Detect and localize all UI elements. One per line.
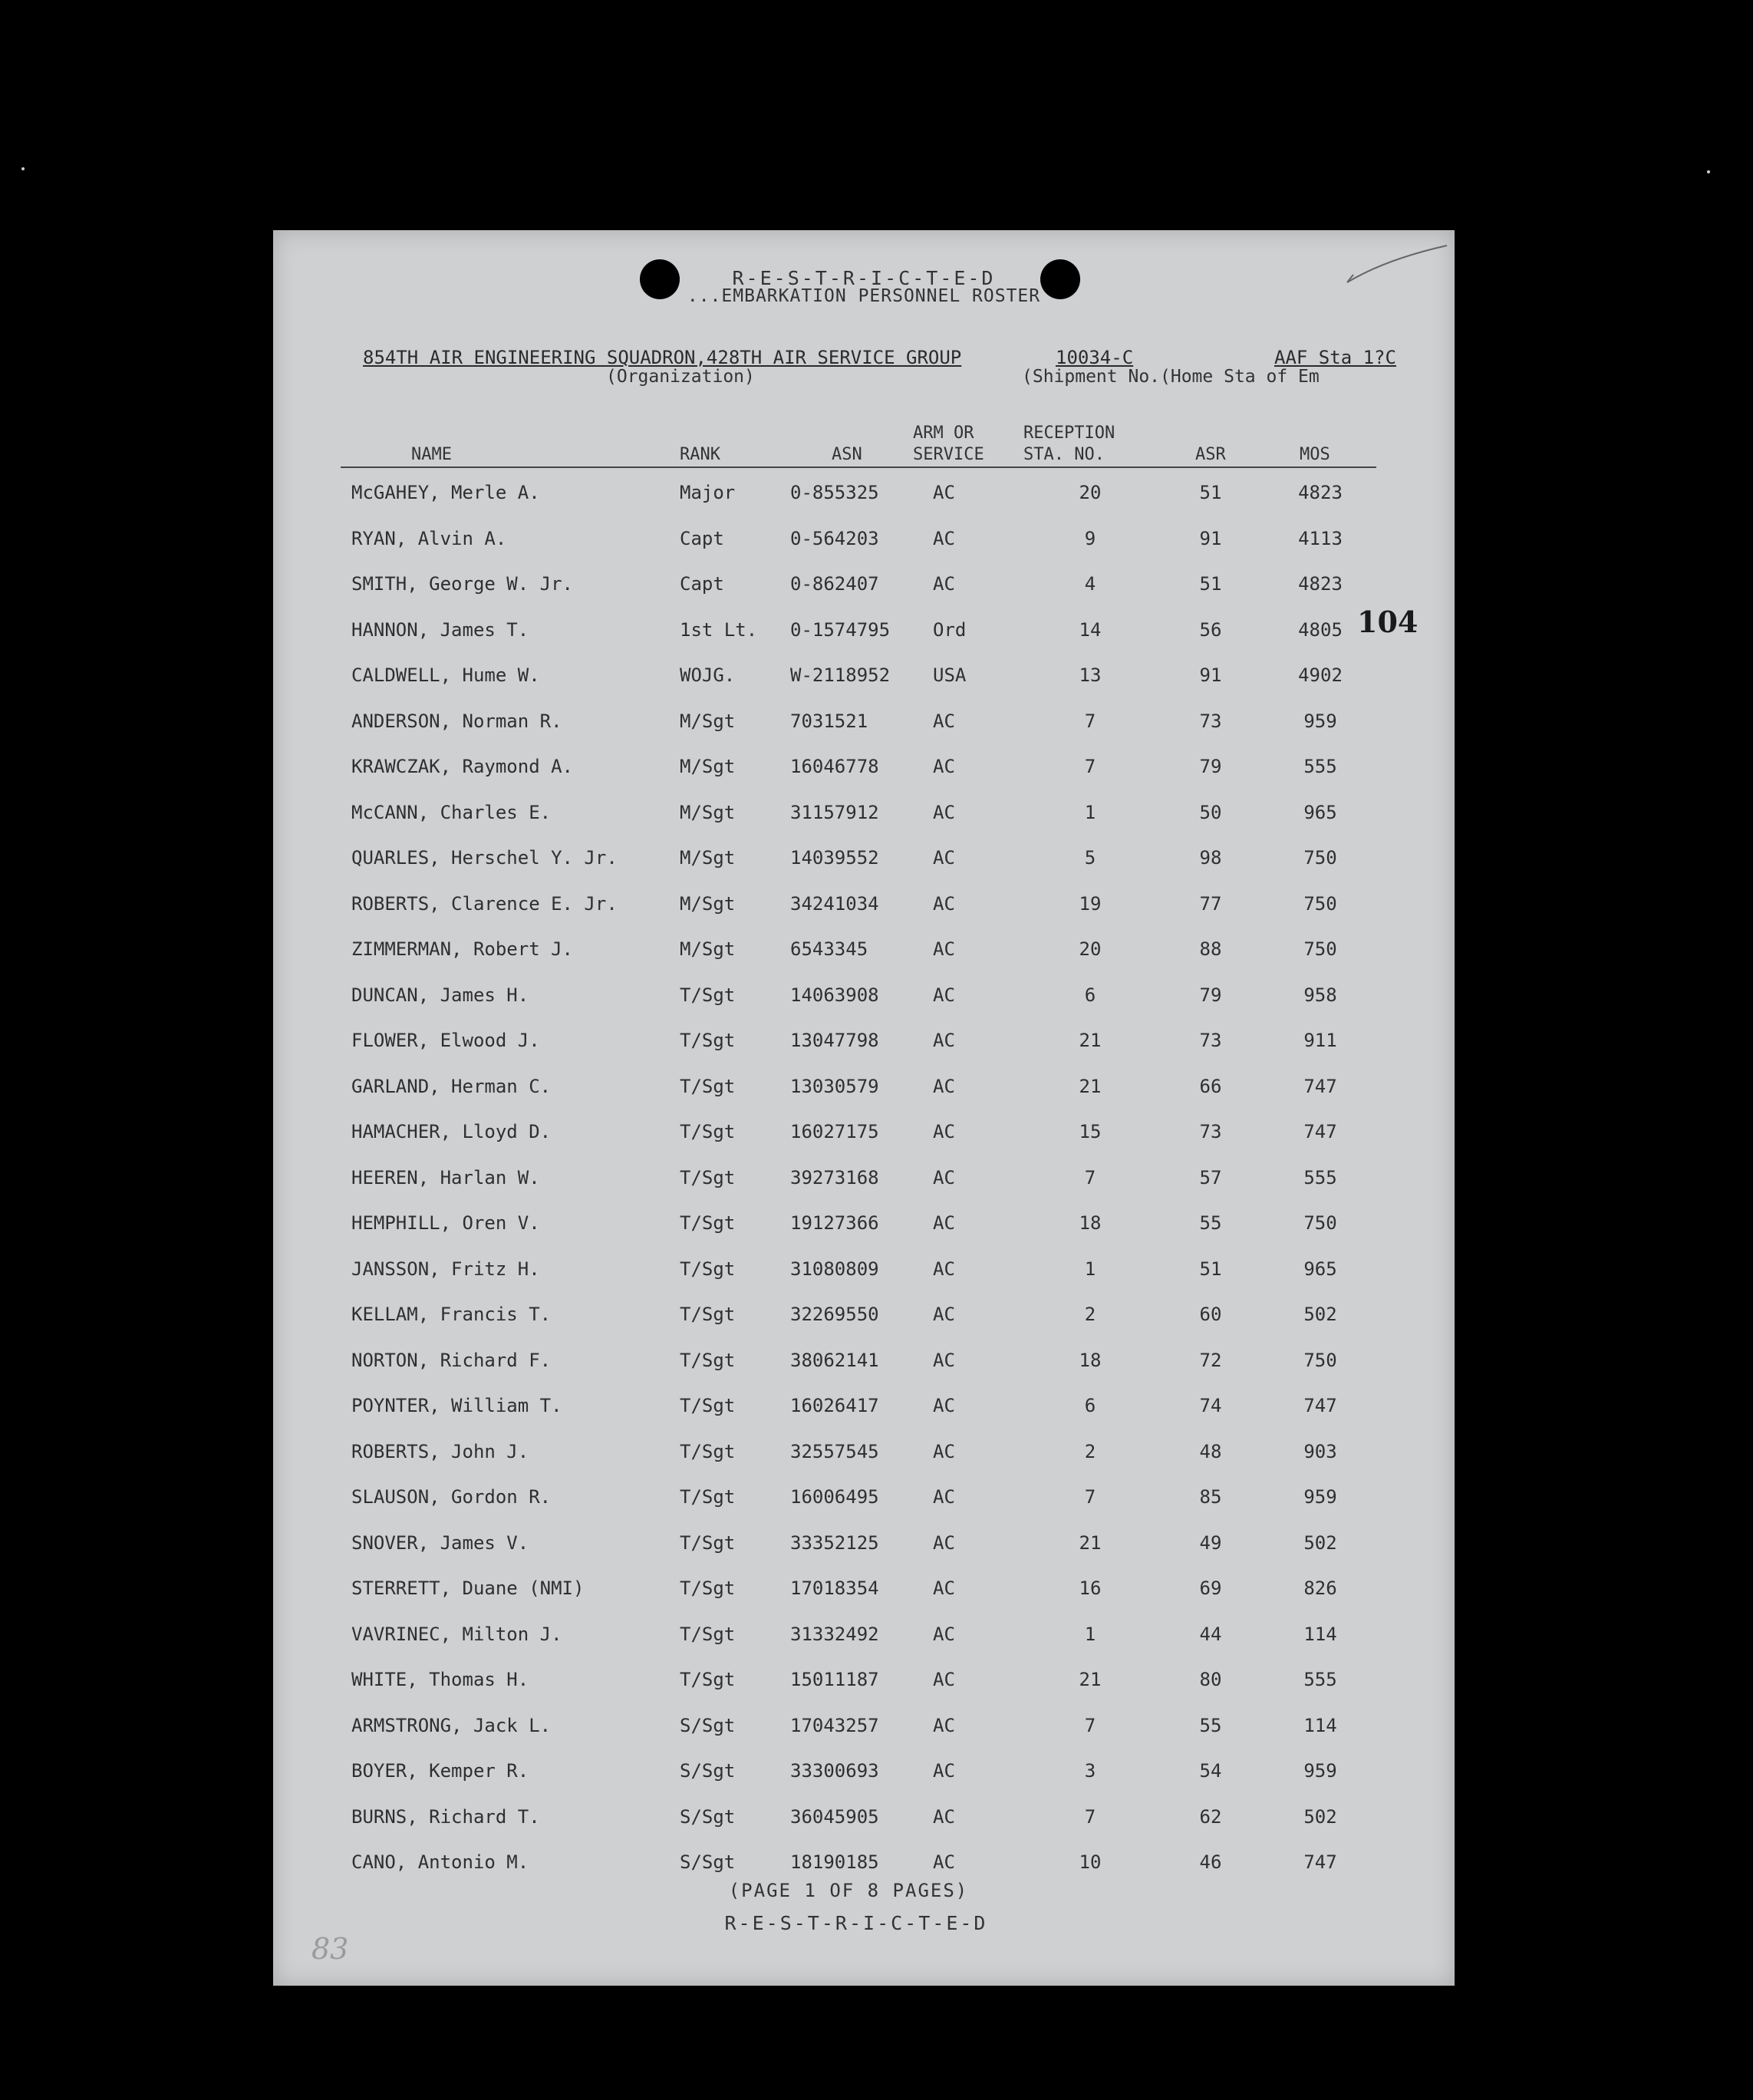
- cell-name: ROBERTS, John J.: [351, 1440, 529, 1462]
- cell-arm: Ord: [933, 618, 967, 641]
- table-row: [273, 1294, 1455, 1340]
- cell-mos: 750: [1303, 1349, 1337, 1371]
- cell-asn: 14039552: [790, 847, 879, 869]
- cell-mos: 747: [1303, 1121, 1337, 1142]
- cell-rank: T/Sgt: [680, 1577, 736, 1599]
- cell-mos: 965: [1303, 1258, 1337, 1280]
- cell-sta: 6: [1084, 1395, 1096, 1416]
- cell-sta: 10: [1079, 1851, 1102, 1873]
- table-row: [273, 1568, 1455, 1614]
- cell-asn: 36045905: [790, 1805, 879, 1828]
- cell-name: KRAWCZAK, Raymond A.: [351, 756, 573, 777]
- cell-asr: 79: [1199, 984, 1222, 1006]
- table-row: [273, 1386, 1455, 1432]
- cell-arm: AC: [933, 1531, 955, 1554]
- cell-mos: 826: [1303, 1577, 1337, 1599]
- cell-arm: AC: [933, 1577, 955, 1599]
- cell-mos: 750: [1303, 892, 1337, 915]
- cell-rank: T/Sgt: [680, 1395, 736, 1416]
- cell-sta: 6: [1084, 984, 1096, 1006]
- cell-arm: AC: [933, 1349, 955, 1371]
- table-row: [273, 519, 1455, 565]
- cell-sta: 15: [1079, 1121, 1102, 1142]
- cell-asn: 13030579: [790, 1075, 879, 1097]
- cell-arm: AC: [933, 1486, 955, 1508]
- cell-asr: 77: [1199, 892, 1222, 915]
- cell-mos: 502: [1303, 1531, 1337, 1554]
- table-row: [273, 1112, 1455, 1158]
- cell-mos: 747: [1303, 1851, 1337, 1873]
- cell-sta: 7: [1084, 1486, 1096, 1508]
- cell-asn: 18190185: [790, 1851, 879, 1873]
- cell-asr: 98: [1199, 847, 1222, 869]
- table-row: [273, 610, 1455, 656]
- cell-asr: 54: [1199, 1760, 1222, 1782]
- cell-rank: 1st Lt.: [680, 618, 758, 641]
- cell-mos: 4902: [1298, 664, 1343, 686]
- cell-arm: AC: [933, 1166, 955, 1188]
- cell-asn: 31332492: [790, 1623, 879, 1645]
- table-row: [273, 1797, 1455, 1843]
- cell-rank: T/Sgt: [680, 1030, 736, 1051]
- cell-rank: T/Sgt: [680, 1486, 736, 1508]
- cell-asn: 6543345: [790, 938, 868, 960]
- page-count: (PAGE 1 OF 8 PAGES): [728, 1880, 969, 1901]
- cell-rank: T/Sgt: [680, 1258, 736, 1280]
- cell-asn: 7031521: [790, 710, 868, 732]
- cell-arm: AC: [933, 801, 955, 823]
- stamped-page-number: 104: [1357, 605, 1419, 639]
- cell-arm: AC: [933, 1669, 955, 1690]
- cell-name: McGAHEY, Merle A.: [351, 482, 540, 503]
- cell-sta: 1: [1084, 1623, 1096, 1645]
- cell-rank: T/Sgt: [680, 1212, 736, 1234]
- cell-mos: 911: [1303, 1030, 1337, 1051]
- cell-rank: Capt: [680, 573, 724, 595]
- cell-asr: 85: [1199, 1486, 1222, 1508]
- cell-sta: 21: [1079, 1669, 1102, 1690]
- cell-rank: T/Sgt: [680, 1669, 736, 1690]
- table-row: [273, 1066, 1455, 1113]
- cell-asr: 74: [1199, 1395, 1222, 1416]
- cell-arm: AC: [933, 573, 955, 595]
- organization-caption: (Organization): [606, 367, 755, 387]
- column-header-sta-line1: RECEPTION: [1023, 424, 1115, 443]
- cell-mos: 502: [1303, 1304, 1337, 1325]
- organization-name: 854TH AIR ENGINEERING SQUADRON,428TH AIR SERVICE GROUP: [363, 347, 962, 368]
- cell-asr: 79: [1199, 756, 1222, 777]
- cell-sta: 7: [1084, 1166, 1096, 1188]
- table-row: [273, 747, 1455, 793]
- cell-mos: 555: [1303, 1669, 1337, 1690]
- cell-asr: 80: [1199, 1669, 1222, 1690]
- cell-arm: AC: [933, 1623, 955, 1645]
- cell-sta: 20: [1079, 938, 1102, 960]
- table-row: [273, 564, 1455, 610]
- table-row: [273, 884, 1455, 930]
- table-row: [273, 1614, 1455, 1660]
- cell-mos: 750: [1303, 847, 1337, 869]
- cell-name: HANNON, James T.: [351, 618, 529, 641]
- table-row: [273, 1432, 1455, 1478]
- table-row: [273, 1660, 1455, 1706]
- cell-name: WHITE, Thomas H.: [351, 1669, 529, 1690]
- cell-sta: 21: [1079, 1531, 1102, 1554]
- shipment-number: 10034-C: [1056, 347, 1134, 368]
- cell-asn: 0-1574795: [790, 618, 891, 641]
- cell-asn: 16006495: [790, 1486, 879, 1508]
- cell-asr: 44: [1199, 1623, 1222, 1645]
- cell-mos: 747: [1303, 1075, 1337, 1097]
- cell-sta: 19: [1079, 892, 1102, 915]
- cell-asr: 57: [1199, 1166, 1222, 1188]
- cell-sta: 1: [1084, 801, 1096, 823]
- cell-asn: 19127366: [790, 1212, 879, 1234]
- cell-arm: AC: [933, 1760, 955, 1782]
- roster-page: [273, 230, 1455, 1986]
- column-header-name: NAME: [411, 445, 452, 464]
- cell-rank: S/Sgt: [680, 1760, 736, 1782]
- column-header-arm-line2: SERVICE: [913, 445, 984, 464]
- cell-sta: 21: [1079, 1030, 1102, 1051]
- cell-rank: M/Sgt: [680, 938, 736, 960]
- cell-rank: T/Sgt: [680, 1623, 736, 1645]
- cell-rank: T/Sgt: [680, 1075, 736, 1097]
- column-header-asn: ASN: [832, 445, 862, 464]
- cell-name: SLAUSON, Gordon R.: [351, 1486, 552, 1508]
- table-row: [273, 1340, 1455, 1386]
- column-header-sta-line2: STA. NO.: [1023, 445, 1105, 464]
- cell-name: ANDERSON, Norman R.: [351, 710, 562, 732]
- column-header-rank: RANK: [680, 445, 720, 464]
- cell-sta: 14: [1079, 618, 1102, 641]
- cell-arm: AC: [933, 847, 955, 869]
- cell-name: DUNCAN, James H.: [351, 984, 529, 1006]
- cell-asn: 38062141: [790, 1349, 879, 1371]
- cell-arm: AC: [933, 710, 955, 732]
- cell-asr: 73: [1199, 1121, 1222, 1142]
- cell-name: RYAN, Alvin A.: [351, 527, 507, 549]
- table-row: [273, 793, 1455, 839]
- cell-name: CANO, Antonio M.: [351, 1851, 529, 1873]
- cell-rank: S/Sgt: [680, 1805, 736, 1828]
- cell-asr: 48: [1199, 1440, 1222, 1462]
- roster-title: ...EMBARKATION PERSONNEL ROSTER: [687, 286, 1041, 306]
- cell-asn: 33300693: [790, 1760, 879, 1782]
- cell-arm: AC: [933, 1121, 955, 1142]
- cell-arm: AC: [933, 1304, 955, 1325]
- cell-arm: AC: [933, 756, 955, 777]
- cell-sta: 18: [1079, 1349, 1102, 1371]
- cell-sta: 3: [1084, 1760, 1096, 1782]
- cell-rank: T/Sgt: [680, 1304, 736, 1325]
- table-row: [273, 655, 1455, 701]
- cell-name: POYNTER, William T.: [351, 1395, 562, 1416]
- table-row: [273, 1249, 1455, 1295]
- cell-arm: USA: [933, 664, 967, 686]
- cell-mos: 114: [1303, 1623, 1337, 1645]
- cell-asr: 51: [1199, 482, 1222, 503]
- cell-rank: T/Sgt: [680, 1121, 736, 1142]
- cell-mos: 750: [1303, 1212, 1337, 1234]
- table-row: [273, 838, 1455, 884]
- cell-arm: AC: [933, 1075, 955, 1097]
- cell-sta: 20: [1079, 482, 1102, 503]
- cell-name: BURNS, Richard T.: [351, 1805, 540, 1828]
- cell-asr: 49: [1199, 1531, 1222, 1554]
- cell-asn: 16027175: [790, 1121, 879, 1142]
- table-row: [273, 1158, 1455, 1204]
- cell-asn: W-2118952: [790, 664, 891, 686]
- cell-asn: 15011187: [790, 1669, 879, 1690]
- cell-rank: S/Sgt: [680, 1714, 736, 1736]
- cell-sta: 2: [1084, 1304, 1096, 1325]
- cell-rank: Capt: [680, 527, 724, 549]
- cell-asn: 33352125: [790, 1531, 879, 1554]
- cell-asr: 73: [1199, 710, 1222, 732]
- cell-rank: T/Sgt: [680, 1349, 736, 1371]
- cell-asn: 0-564203: [790, 527, 879, 549]
- scan-speck: [1707, 170, 1710, 173]
- restricted-header: [273, 267, 1455, 306]
- table-row: [273, 1477, 1455, 1523]
- table-row: [273, 1020, 1455, 1066]
- cell-arm: AC: [933, 1030, 955, 1051]
- cell-name: GARLAND, Herman C.: [351, 1075, 552, 1097]
- cell-sta: 21: [1079, 1075, 1102, 1097]
- cell-mos: 4823: [1298, 573, 1343, 595]
- restricted-label-top: R-E-S-T-R-I-C-T-E-D: [732, 267, 996, 289]
- cell-name: ROBERTS, Clarence E. Jr.: [351, 892, 618, 915]
- cell-sta: 2: [1084, 1440, 1096, 1462]
- cell-rank: M/Sgt: [680, 756, 736, 777]
- cell-asr: 51: [1199, 573, 1222, 595]
- cell-name: ZIMMERMAN, Robert J.: [351, 938, 573, 960]
- cell-rank: T/Sgt: [680, 984, 736, 1006]
- cell-sta: 16: [1079, 1577, 1102, 1599]
- cell-rank: M/Sgt: [680, 847, 736, 869]
- cell-arm: AC: [933, 984, 955, 1006]
- pencil-note: 83: [311, 1932, 349, 1966]
- table-row: [273, 1751, 1455, 1797]
- table-row: [273, 929, 1455, 975]
- cell-sta: 7: [1084, 1805, 1096, 1828]
- cell-name: STERRETT, Duane (NMI): [351, 1577, 585, 1599]
- cell-mos: 959: [1303, 710, 1337, 732]
- cell-name: ARMSTRONG, Jack L.: [351, 1714, 552, 1736]
- cell-name: SMITH, George W. Jr.: [351, 573, 573, 595]
- cell-rank: S/Sgt: [680, 1851, 736, 1873]
- cell-asr: 69: [1199, 1577, 1222, 1599]
- cell-sta: 5: [1084, 847, 1096, 869]
- cell-asr: 72: [1199, 1349, 1222, 1371]
- cell-arm: AC: [933, 1440, 955, 1462]
- cell-mos: 750: [1303, 938, 1337, 960]
- cell-asn: 13047798: [790, 1030, 879, 1051]
- cell-sta: 7: [1084, 1714, 1096, 1736]
- cell-asr: 91: [1199, 664, 1222, 686]
- cell-mos: 965: [1303, 801, 1337, 823]
- cell-asr: 55: [1199, 1212, 1222, 1234]
- cell-name: HEMPHILL, Oren V.: [351, 1212, 540, 1234]
- cell-arm: AC: [933, 1714, 955, 1736]
- cell-arm: AC: [933, 1395, 955, 1416]
- table-row: [273, 1523, 1455, 1569]
- cell-name: McCANN, Charles E.: [351, 801, 552, 823]
- cell-sta: 4: [1084, 573, 1096, 595]
- cell-asn: 0-862407: [790, 573, 879, 595]
- restricted-label-bottom: R-E-S-T-R-I-C-T-E-D: [724, 1912, 988, 1934]
- cell-asr: 66: [1199, 1075, 1222, 1097]
- column-header-mos: MOS: [1300, 445, 1330, 464]
- cell-asr: 46: [1199, 1851, 1222, 1873]
- header-underline: [341, 466, 1376, 468]
- cell-mos: 555: [1303, 1166, 1337, 1188]
- cell-sta: 1: [1084, 1258, 1096, 1280]
- table-row: [273, 473, 1455, 519]
- cell-asn: 31157912: [790, 801, 879, 823]
- cell-mos: 959: [1303, 1486, 1337, 1508]
- cell-sta: 7: [1084, 756, 1096, 777]
- cell-mos: 4113: [1298, 527, 1343, 549]
- cell-mos: 4823: [1298, 482, 1343, 503]
- cell-asn: 16046778: [790, 756, 879, 777]
- cell-asr: 50: [1199, 801, 1222, 823]
- cell-rank: T/Sgt: [680, 1440, 736, 1462]
- scan-speck: [21, 167, 25, 170]
- cell-mos: 903: [1303, 1440, 1337, 1462]
- shipment-caption: (Shipment No.(Home Sta of Em: [1022, 367, 1320, 387]
- cell-asn: 17018354: [790, 1577, 879, 1599]
- cell-name: HAMACHER, Lloyd D.: [351, 1121, 552, 1142]
- cell-asr: 55: [1199, 1714, 1222, 1736]
- cell-name: SNOVER, James V.: [351, 1531, 529, 1554]
- cell-name: FLOWER, Elwood J.: [351, 1030, 540, 1051]
- cell-mos: 114: [1303, 1714, 1337, 1736]
- cell-asn: 14063908: [790, 984, 879, 1006]
- cell-sta: 13: [1079, 664, 1102, 686]
- cell-arm: AC: [933, 1212, 955, 1234]
- organization-line: [363, 347, 1396, 368]
- cell-name: BOYER, Kemper R.: [351, 1760, 529, 1782]
- cell-asn: 31080809: [790, 1258, 879, 1280]
- cell-asr: 56: [1199, 618, 1222, 641]
- cell-arm: AC: [933, 1258, 955, 1280]
- cell-sta: 7: [1084, 710, 1096, 732]
- cell-asr: 91: [1199, 527, 1222, 549]
- table-row: [273, 1706, 1455, 1752]
- column-header-arm-line1: ARM OR: [913, 424, 974, 443]
- cell-sta: 9: [1084, 527, 1096, 549]
- cell-rank: T/Sgt: [680, 1531, 736, 1554]
- cell-arm: AC: [933, 892, 955, 915]
- cell-rank: M/Sgt: [680, 892, 736, 915]
- cell-mos: 555: [1303, 756, 1337, 777]
- cell-asr: 60: [1199, 1304, 1222, 1325]
- cell-name: KELLAM, Francis T.: [351, 1304, 552, 1325]
- cell-asn: 0-855325: [790, 482, 879, 503]
- cell-arm: AC: [933, 1805, 955, 1828]
- cell-rank: M/Sgt: [680, 710, 736, 732]
- cell-arm: AC: [933, 1851, 955, 1873]
- cell-mos: 958: [1303, 984, 1337, 1006]
- cell-name: NORTON, Richard F.: [351, 1349, 552, 1371]
- cell-name: HEEREN, Harlan W.: [351, 1166, 540, 1188]
- cell-mos: 502: [1303, 1805, 1337, 1828]
- cell-mos: 4805: [1298, 618, 1343, 641]
- cell-mos: 959: [1303, 1760, 1337, 1782]
- cell-mos: 747: [1303, 1395, 1337, 1416]
- table-row: [273, 1203, 1455, 1249]
- cell-arm: AC: [933, 482, 955, 503]
- cell-asr: 51: [1199, 1258, 1222, 1280]
- cell-asn: 17043257: [790, 1714, 879, 1736]
- home-station: AAF Sta 1?C: [1274, 347, 1396, 368]
- cell-asr: 88: [1199, 938, 1222, 960]
- table-row: [273, 701, 1455, 747]
- cell-sta: 18: [1079, 1212, 1102, 1234]
- cell-asr: 62: [1199, 1805, 1222, 1828]
- cell-asn: 16026417: [790, 1395, 879, 1416]
- cell-rank: T/Sgt: [680, 1166, 736, 1188]
- cell-rank: Major: [680, 482, 736, 503]
- cell-name: VAVRINEC, Milton J.: [351, 1623, 562, 1645]
- table-row: [273, 975, 1455, 1021]
- cell-name: JANSSON, Fritz H.: [351, 1258, 540, 1280]
- cell-arm: AC: [933, 938, 955, 960]
- cell-arm: AC: [933, 527, 955, 549]
- cell-name: QUARLES, Herschel Y. Jr.: [351, 847, 618, 869]
- cell-asn: 34241034: [790, 892, 879, 915]
- cell-asn: 32269550: [790, 1304, 879, 1325]
- cell-asn: 32557545: [790, 1440, 879, 1462]
- cell-rank: M/Sgt: [680, 801, 736, 823]
- column-header-asr: ASR: [1195, 445, 1226, 464]
- cell-asn: 39273168: [790, 1166, 879, 1188]
- cell-asr: 73: [1199, 1030, 1222, 1051]
- cell-rank: WOJG.: [680, 664, 736, 686]
- cell-name: CALDWELL, Hume W.: [351, 664, 540, 686]
